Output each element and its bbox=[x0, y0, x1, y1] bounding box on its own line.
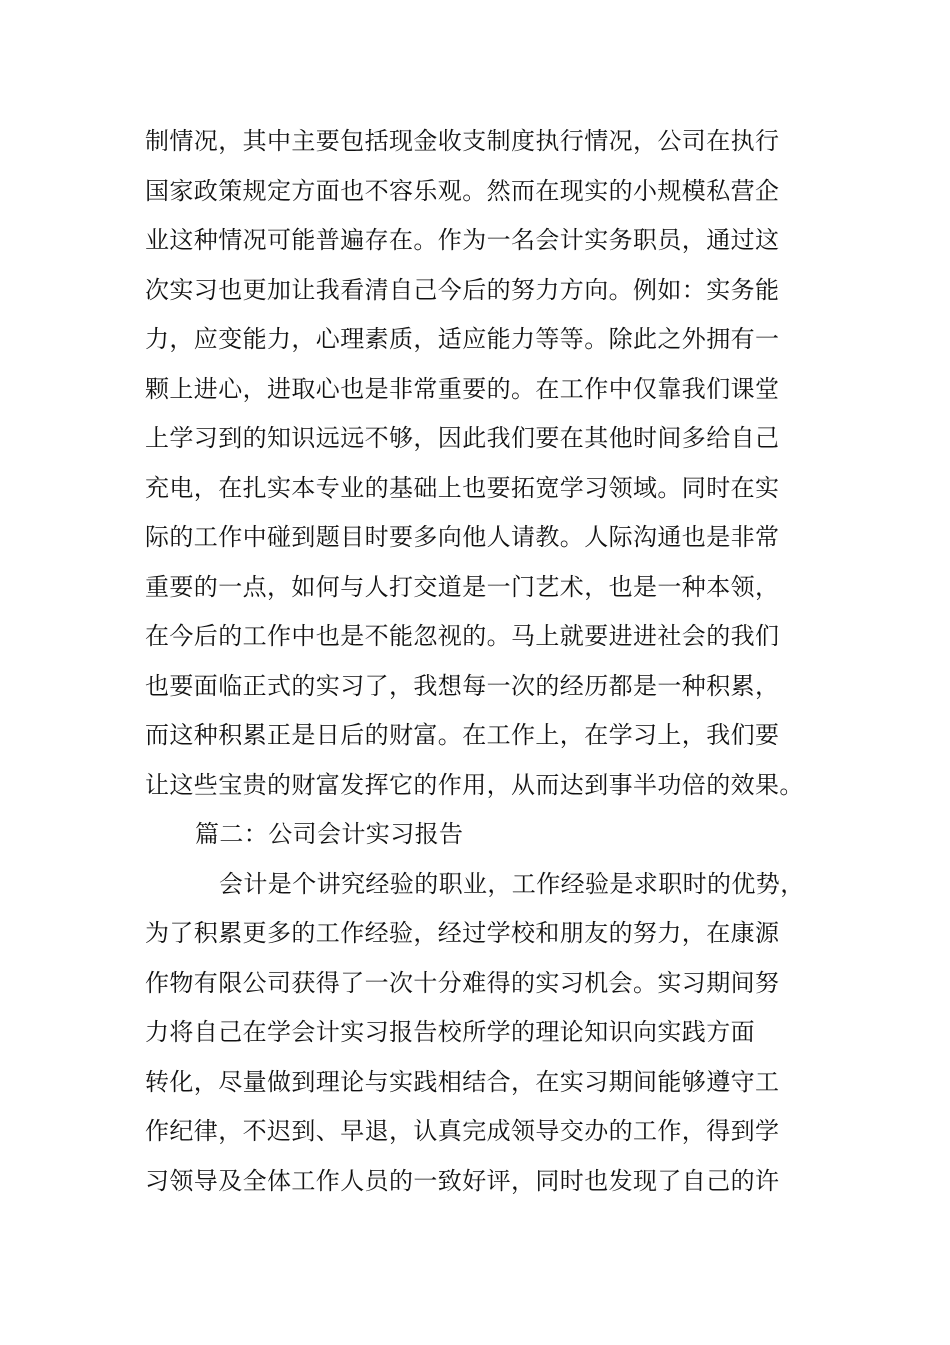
body-line-9: 际的工作中碰到题目时要多向他人请教。人际沟通也是非常 bbox=[145, 523, 780, 551]
section-line-6: 作纪律，不迟到、早退，认真完成领导交办的工作，得到学 bbox=[145, 1117, 780, 1145]
section-line-1: 会计是个讲究经验的职业，工作经验是求职时的优势， bbox=[219, 869, 805, 898]
body-line-3: 业这种情况可能普遍存在。作为一名会计实务职员，通过这 bbox=[145, 226, 780, 254]
section-line-7: 习领导及全体工作人员的一致好评，同时也发现了自己的许 bbox=[145, 1166, 780, 1195]
document-body bbox=[145, 121, 805, 1210]
section-line-4: 力将自己在学会计实习报告校所学的理论知识向实践方面 bbox=[145, 1018, 755, 1046]
section-heading: 篇二：公司会计实习报告 bbox=[195, 820, 464, 848]
body-line-4: 次实习也更加让我看清自己今后的努力方向。例如：实务能 bbox=[145, 275, 780, 304]
section-line-5: 转化，尽量做到理论与实践相结合，在实习期间能够遵守工 bbox=[145, 1067, 780, 1096]
body-line-5: 力，应变能力，心理素质，适应能力等等。除此之外拥有一 bbox=[145, 325, 780, 353]
body-line-2: 国家政策规定方面也不容乐观。然而在现实的小规模私营企 bbox=[145, 176, 780, 205]
body-line-10: 重要的一点，如何与人打交道是一门艺术，也是一种本领， bbox=[145, 572, 780, 601]
body-line-6: 颗上进心，进取心也是非常重要的。在工作中仅靠我们课堂 bbox=[145, 374, 780, 403]
body-line-7: 上学习到的知识远远不够，因此我们要在其他时间多给自己 bbox=[145, 424, 780, 452]
body-line-12: 也要面临正式的实习了，我想每一次的经历都是一种积累， bbox=[145, 671, 780, 700]
body-line-14: 让这些宝贵的财富发挥它的作用，从而达到事半功倍的效果。 bbox=[145, 770, 804, 799]
body-line-11: 在今后的工作中也是不能忽视的。马上就要进进社会的我们 bbox=[145, 622, 780, 650]
body-line-8: 充电，在扎实本专业的基础上也要拓宽学习领域。同时在实 bbox=[145, 473, 780, 502]
body-line-13: 而这种积累正是日后的财富。在工作上，在学习上，我们要 bbox=[145, 721, 780, 749]
section-line-2: 为了积累更多的工作经验，经过学校和朋友的努力，在康源 bbox=[145, 919, 780, 947]
section-line-3: 作物有限公司获得了一次十分难得的实习机会。实习期间努 bbox=[145, 968, 780, 997]
body-line-1: 制情况，其中主要包括现金收支制度执行情况，公司在执行 bbox=[145, 127, 780, 155]
